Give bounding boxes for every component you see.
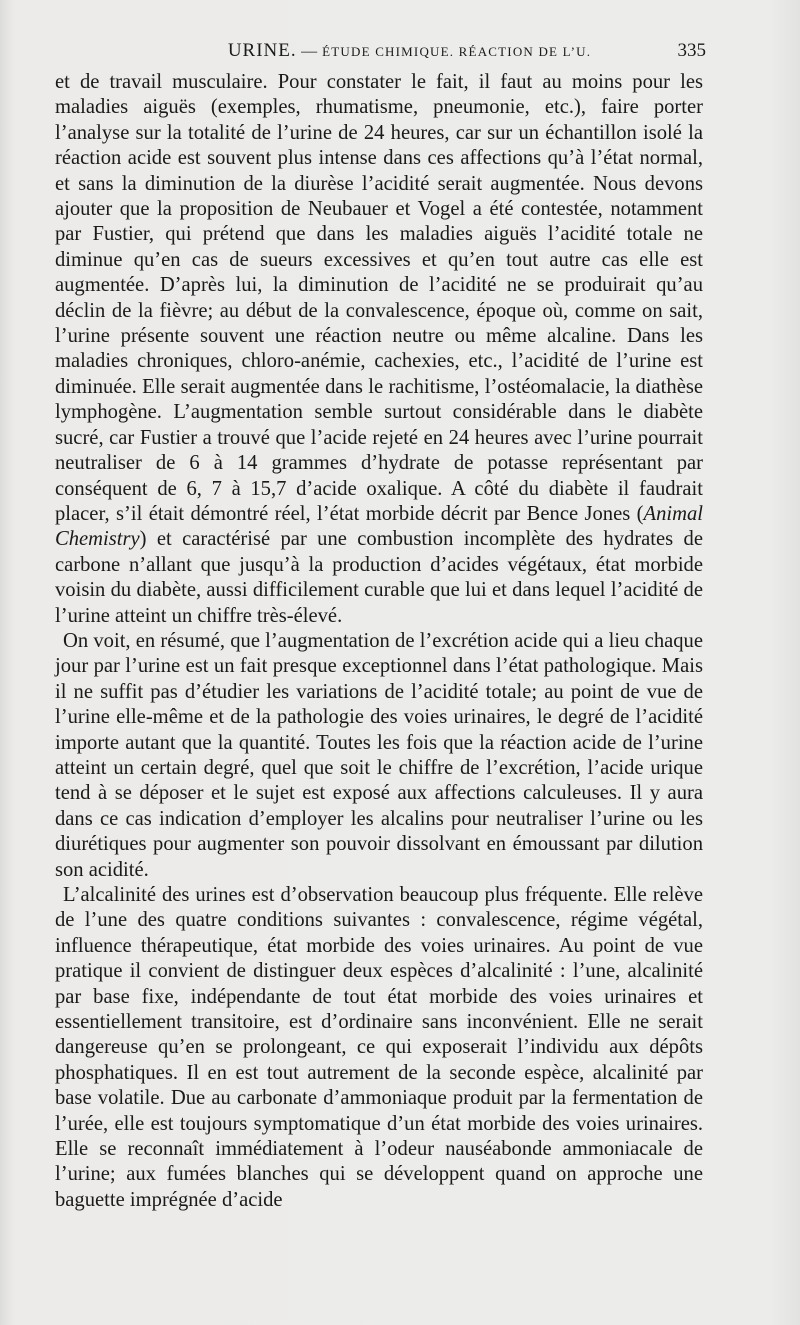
body-text <box>55 70 703 1213</box>
text-segment: ) et caractérisé par une combustion incomplète des hydrates de carbone n’allant que jusqu’à la production d’acides végétaux, état morbide voisin du diabète, aussi difficilement curable que lui et dans lequel l’acidité de l’urine atteint un chiffre très-élevé. <box>55 528 703 627</box>
page-number: 335 <box>677 40 706 61</box>
running-head-separator: — <box>301 43 318 60</box>
paragraph <box>55 883 703 1213</box>
text-segment: On voit, en résumé, que l’augmentation de l’excrétion acide qui a lieu chaque jour par l’urine est un fait presque exceptionnel dans l’état pathologique. Mais il ne suffit pas d’étudier les variations de l’acidité totale; au point de vue de l’urine elle-même et de la pathologie des voies urinaires, le degré de l’acidité importe autant que la quantité. Toutes les fois que la réaction acide de l’urine atteint un certain degré, quel que soit le chiffre de l’excrétion, l’acide urique tend à se déposer et le sujet est exposé aux affections calculeuses. Il y aura dans ce cas indication d’employer les alcalins pour neutraliser l’urine ou les diurétiques pour augmenter son pouvoir dissolvant en émoussant par dilution son acidité. <box>55 629 703 881</box>
running-head-main: URINE. <box>227 40 297 61</box>
text-segment: et de travail musculaire. Pour constater le fait, il faut au moins pour les maladies aiguës (exemples, rhumatisme, pneumonie, etc.), faire porter l’analyse sur la totalité de l’urine de 24 heures, car sur un échantillon isolé la réaction acide est souvent plus intense dans ces affections qu’à l’état normal, et sans la diminution de la diurèse l’acidité serait augmentée. Nous devons ajouter que la proposition de Neubauer et Vogel a été contestée, notamment par Fustier, qui prétend que dans les maladies aiguës l’acidité totale ne diminue qu’en cas de sueurs excessives et qu’en tout autre cas elle est augmentée. D’après lui, la diminution de l’acidité ne se produirait qu’au déclin de la fièvre; au début de la convalescence, époque où, comme on sait, l’urine présente souvent une réaction neutre ou même alcaline. Dans les maladies chroniques, chloro-anémie, cachexies, etc., l’acidité de l’urine est diminuée. Elle serait augmentée dans le rachitisme, l’ostéomalacie, la diathèse lymphogène. L’augmentation semble surtout considérable dans le diabète sucré, car Fustier a trouvé que l’acide rejeté en 24 heures avec l’urine pourrait neutraliser de 6 à 14 grammes d’hydrate de potasse représentant par conséquent de 6, 7 à 15,7 d’acide oxalique. A côté du diabète il faudrait placer, s’il était démontré réel, l’état morbide décrit par Bence Jones ( <box>55 71 703 525</box>
running-head-subtitle: ÉTUDE CHIMIQUE. RÉACTION DE L’U. <box>322 44 592 59</box>
paragraph <box>55 629 703 883</box>
paragraph <box>55 70 703 629</box>
text-segment: L’alcalinité des urines est d’observation beaucoup plus fréquente. Elle relève de l’une des quatre conditions suivantes : convalescence, régime végétal, influence thérapeutique, état morbide des voies urinaires. Au point de vue pratique il convient de distinguer deux espèces d’alcalinité : l’une, alcalinité par base fixe, indépendante de tout état morbide des voies urinaires et essentiellement transitoire, est d’ordinaire sans inconvénient. Elle ne serait dangereuse qu’en se prolongeant, ce qui exposerait l’individu aux dépôts phosphatiques. Il en est tout autrement de la seconde espèce, alcalinité par base volatile. Due au carbonate d’ammoniaque produit par la fermentation de l’urée, elle est toujours symptomatique d’un état morbide des voies urinaires. Elle se reconnaît immédiatement à l’odeur nauséabonde ammoniacale de l’urine; aux fumées blanches qui se développent quand on approche une baguette imprégnée d’acide <box>55 884 703 1211</box>
book-title-italic: Animal Chemistry <box>55 502 703 551</box>
running-head <box>55 40 704 62</box>
page-header <box>55 40 704 70</box>
